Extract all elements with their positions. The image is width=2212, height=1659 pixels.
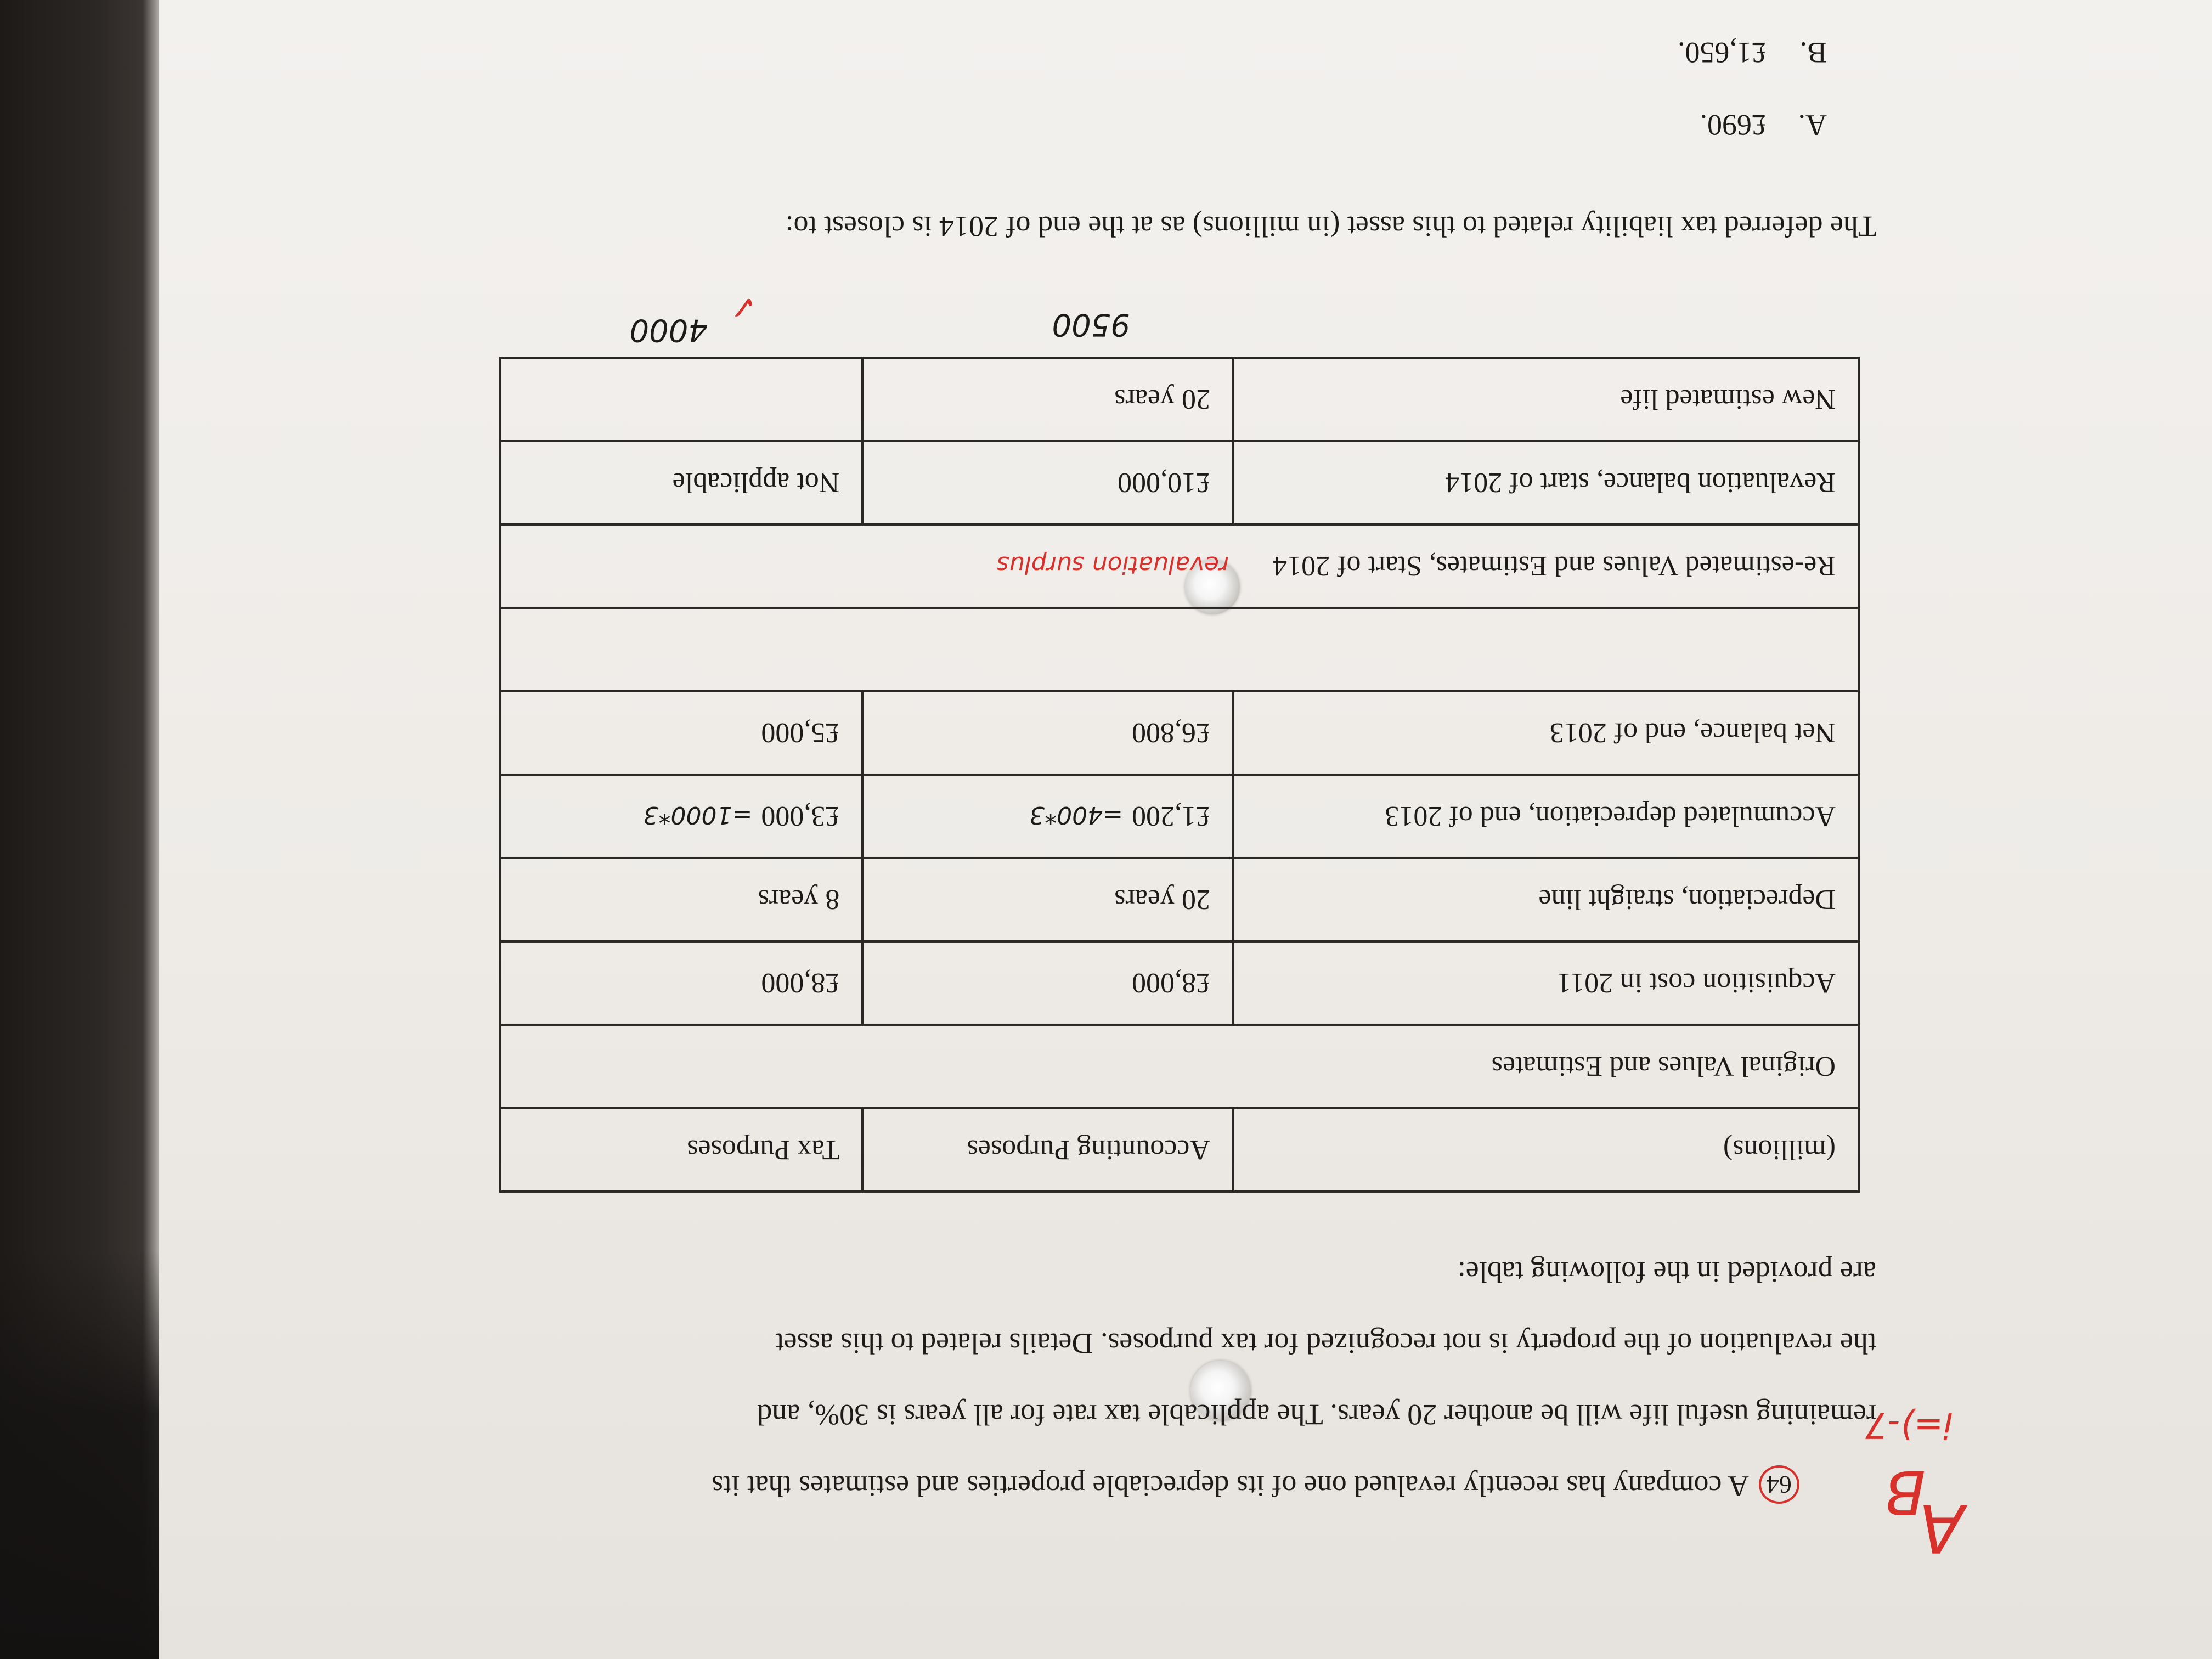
section-original: Original Values and Estimates [500,1025,1859,1108]
question-line-3: the revaluation of the property is not recognized for tax purposes. Details related to this asset [775,1327,1876,1360]
handwritten-a-mark: A [1918,1489,1964,1566]
handwritten-b-mark: B [1884,1457,1926,1527]
option-c [1678,0,1827,16]
question-prompt: The deferred tax liability related to this asset (in millions) as at the end of 2014 is closest to: [785,210,1876,243]
handwritten-9500: 9500 [1052,307,1130,342]
question-text [505,1237,1876,1522]
desk-shadow [0,1251,176,1659]
table-row: Revaluation balance, start of 2014 £10,000 Not applicable [500,441,1859,524]
option-a: A.£690. [1700,109,1827,142]
question-content [450,0,1964,1659]
handwritten-accum-acct-note: =400*3 [1029,801,1123,830]
table-header-row [500,1108,1859,1192]
handwritten-4000: 4000 [629,312,708,348]
table-section-row [500,1025,1859,1108]
question-line-4: are provided in the following table: [1457,1256,1876,1289]
header-accounting: Accounting Purposes [862,1108,1233,1192]
question-line-2: remaining useful life will be another 20 years. The applicable tax rate for all years is 30%, and [757,1398,1876,1431]
table-row: New estimated life 20 years [500,358,1859,441]
header-millions: (millions) [1233,1108,1859,1192]
table-row: Accumulated depreciation, end of 2013 £1,200=400*3 £3,000=1000*3 [500,775,1859,858]
handwritten-check: ✓ [729,287,757,326]
handwritten-accum-tax-note: =1000*3 [643,801,753,830]
table-row: Depreciation, straight line 20 years 8 years [500,858,1859,941]
asset-details-table [499,357,1860,1193]
table-blank-row [500,608,1859,691]
header-tax: Tax Purposes [500,1108,862,1192]
option-b: B.£1,650. [1678,36,1827,69]
section-reestimated: Re-estimated Values and Estimates, Start of 2014revaluation surplus [500,524,1859,608]
answer-options [1678,0,1827,161]
question-number: 64 [1759,1465,1799,1504]
table-row: Net balance, end of 2013 £6,800 £5,000 [500,691,1859,775]
question-line-1: 64A company has recently revalued one of its depreciable properties and estimates that its [505,1451,1876,1522]
table-section-row [500,524,1859,608]
handwritten-side-note: i=)-7 [1865,1404,1953,1445]
handwritten-revaluation-note: revaluation surplus [996,551,1229,579]
table-row: Acquisition cost in 2011 £8,000 £8,000 [500,941,1859,1025]
